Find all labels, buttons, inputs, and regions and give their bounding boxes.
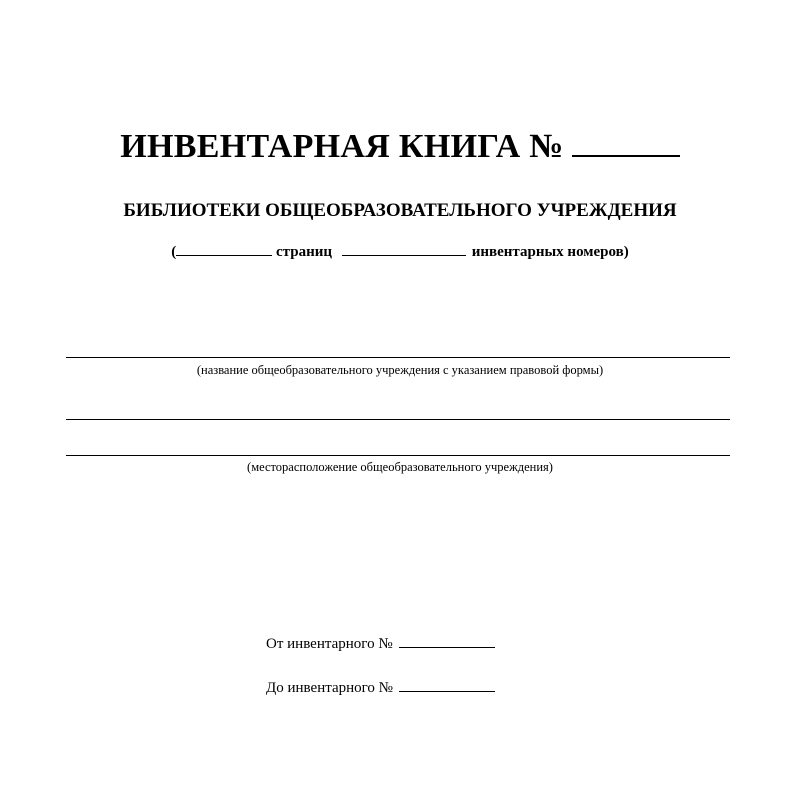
- pages-count-line: [0, 244, 800, 261]
- institution-name-line[interactable]: [66, 357, 730, 358]
- pages-count-blank[interactable]: [176, 255, 272, 256]
- open-paren: (: [171, 244, 177, 260]
- to-inventory-blank[interactable]: [399, 691, 495, 692]
- document-subtitle: БИБЛИОТЕКИ ОБЩЕОБРАЗОВАТЕЛЬНОГО УЧРЕЖДЕНИЯ: [123, 200, 677, 221]
- institution-name-line-2[interactable]: [66, 419, 730, 420]
- pages-word: страниц: [276, 244, 332, 260]
- institution-name-caption: (название общеобразовательного учреждения с указанием правовой формы): [196, 363, 604, 377]
- inventory-numbers-word: инвентарных номеров): [471, 244, 629, 260]
- to-inventory-label: До инвентарного №: [266, 680, 393, 696]
- document-title: ИНВЕНТАРНАЯ КНИГА №: [120, 128, 564, 165]
- from-inventory-blank[interactable]: [399, 647, 495, 648]
- book-number-blank[interactable]: [572, 154, 680, 157]
- inventory-count-blank[interactable]: [342, 255, 466, 256]
- to-inventory-row: [266, 680, 495, 697]
- from-inventory-label: От инвентарного №: [266, 636, 393, 652]
- location-line[interactable]: [66, 455, 730, 456]
- from-inventory-row: [266, 636, 495, 653]
- document-title-line: [0, 128, 800, 166]
- location-caption: (месторасположение общеобразовательного учреждения): [247, 460, 553, 474]
